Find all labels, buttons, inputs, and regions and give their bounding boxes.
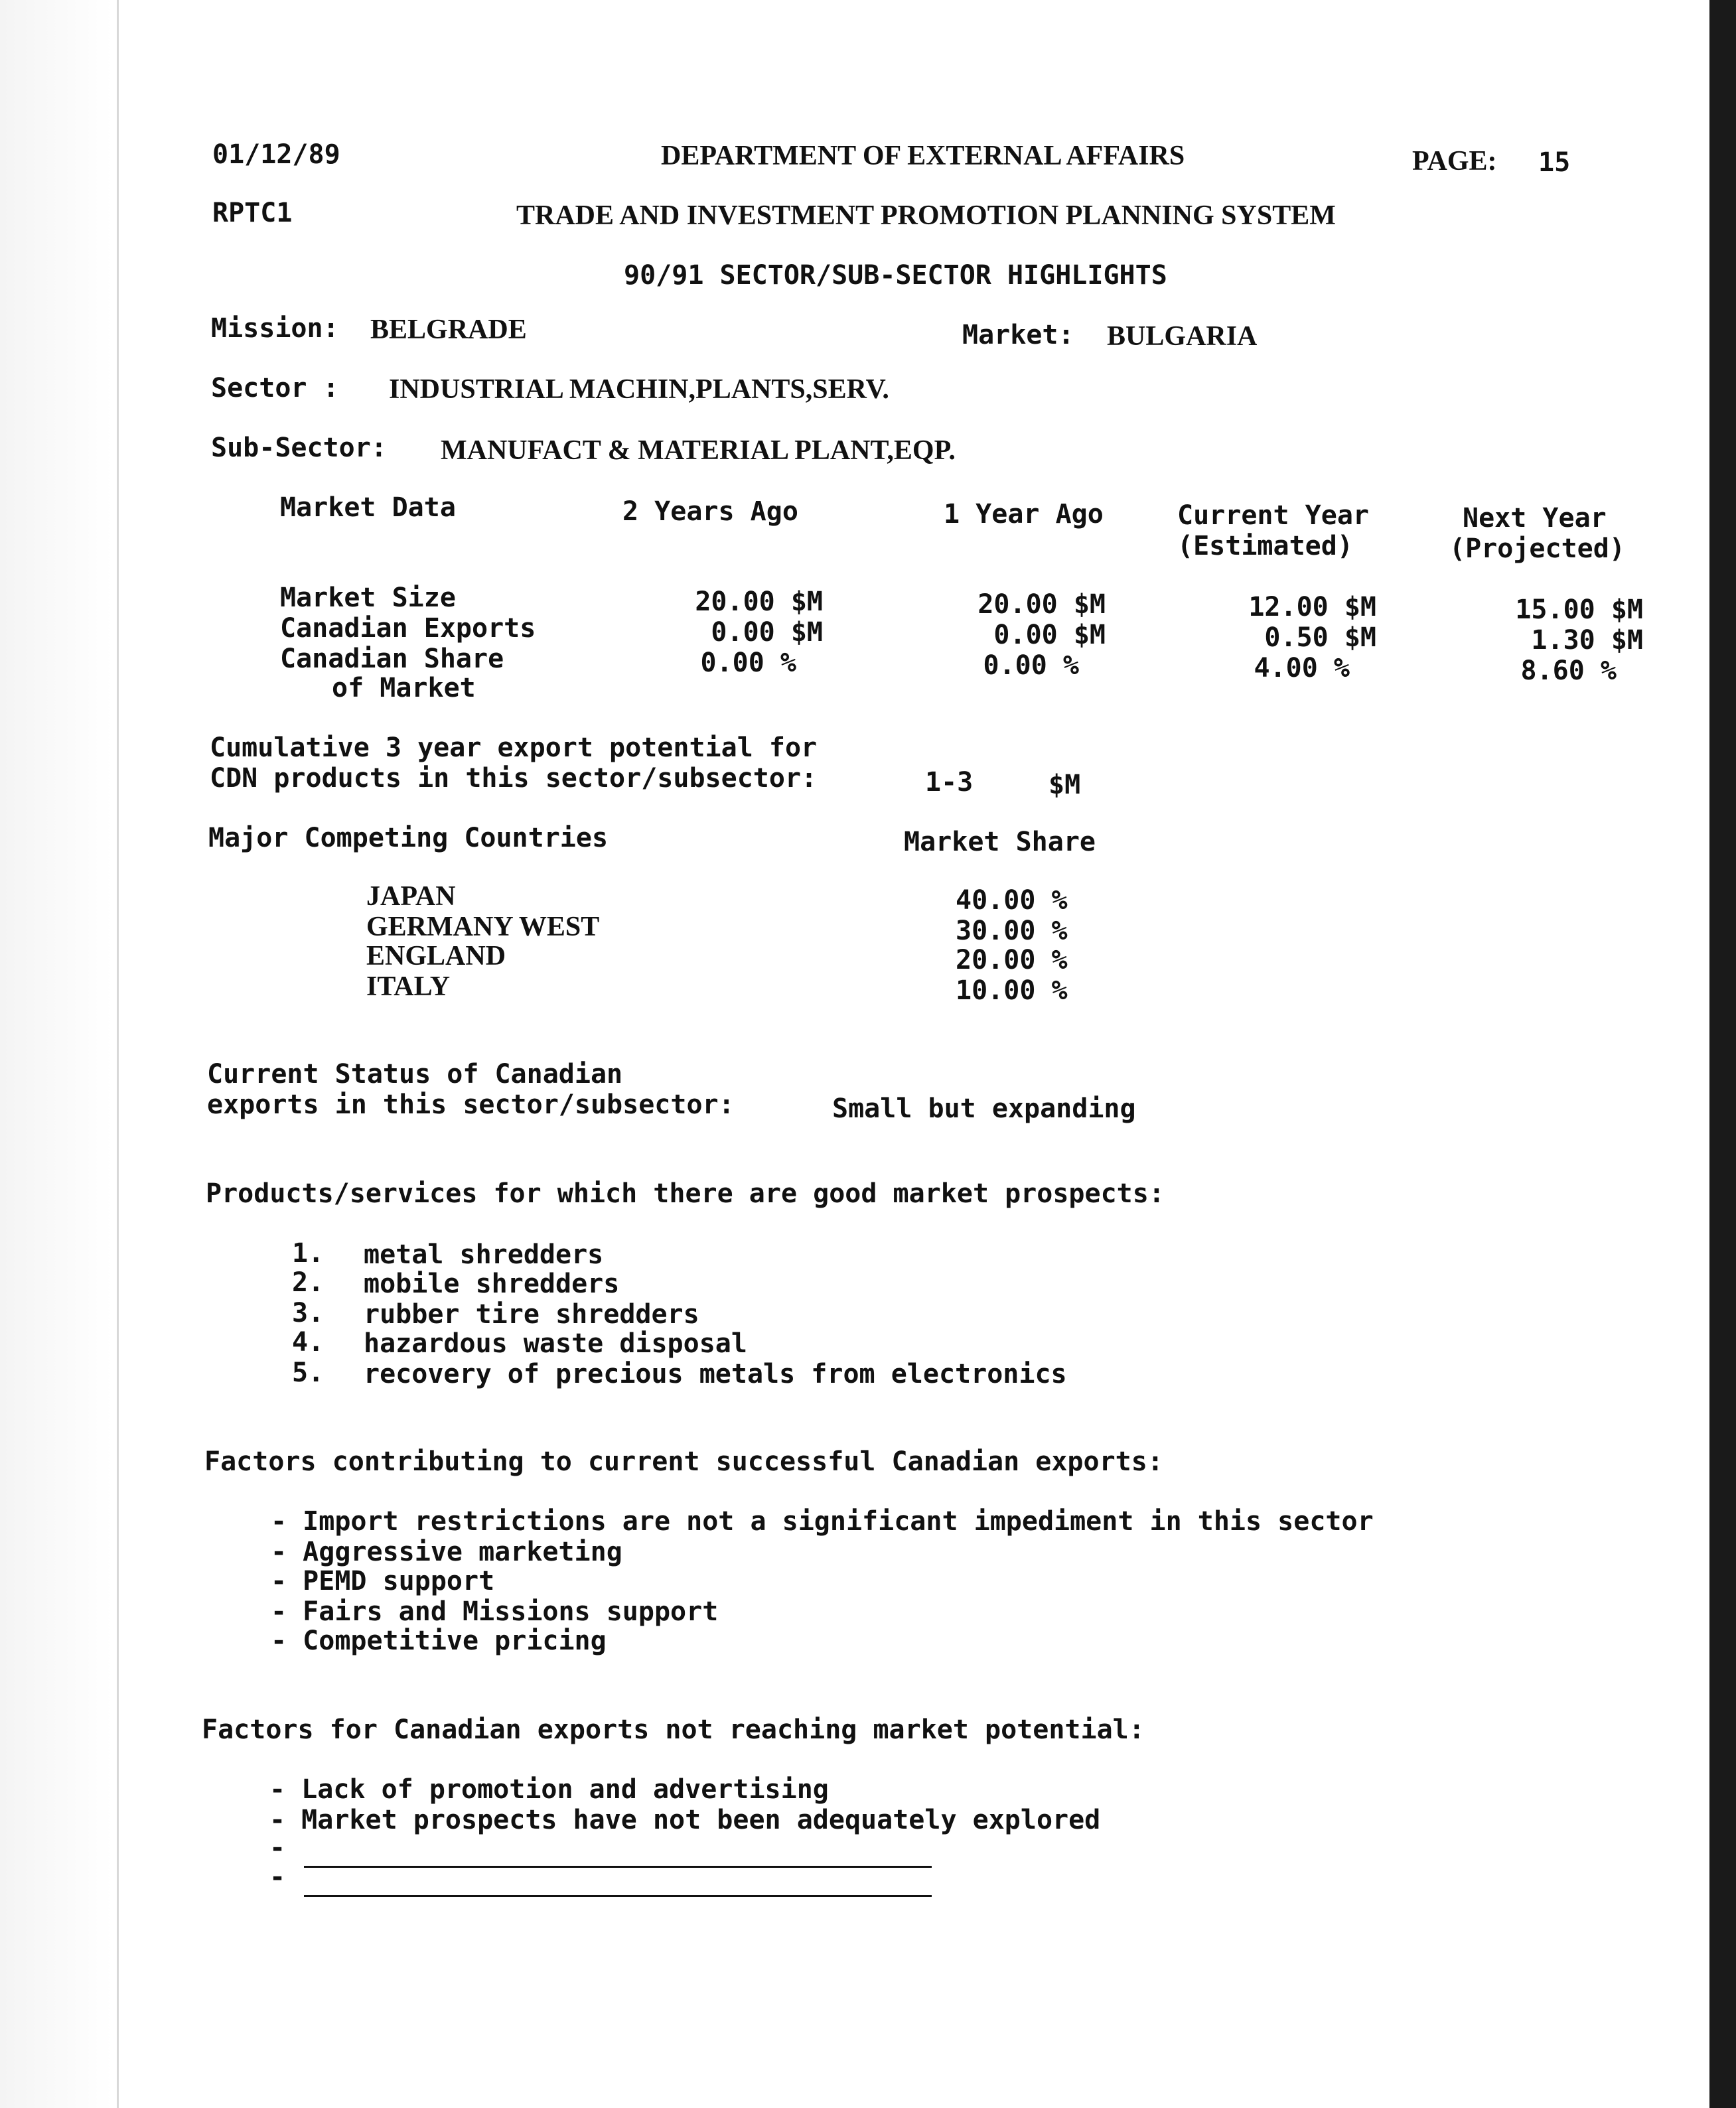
page-number: 15: [1538, 147, 1571, 178]
sector-label: Sector :: [211, 373, 339, 403]
report-date: 01/12/89: [212, 139, 340, 170]
success-factors-heading: Factors contributing to current successful Canadian exports:: [204, 1446, 1163, 1477]
market-size-2y: 20.00 $M: [695, 587, 823, 617]
canadian-exports-1y: 0.00 $M: [993, 620, 1106, 650]
scan-left-edge-line: [117, 0, 119, 2108]
canadian-share-2y: 0.00 %: [700, 648, 796, 678]
market-share-heading: Market Share: [904, 827, 1096, 857]
scan-right-edge: [1709, 0, 1736, 2108]
competitor-share: 20.00 %: [956, 945, 1068, 975]
prospect-item: recovery of precious metals from electronics: [364, 1359, 1067, 1389]
table-header-2-years-ago: 2 Years Ago: [622, 496, 798, 527]
canadian-exports-current: 0.50 $M: [1264, 622, 1376, 653]
row-label-market-size: Market Size: [280, 583, 456, 613]
status-value: Small but expanding: [832, 1093, 1136, 1124]
table-header-next-year: Next Year: [1463, 503, 1607, 533]
subsector-value: MANUFACT & MATERIAL PLANT,EQP.: [441, 435, 956, 466]
prospect-number: 3.: [292, 1298, 325, 1328]
status-line-2: exports in this sector/subsector:: [207, 1089, 735, 1120]
shortfall-factor-blank: -: [269, 1862, 286, 1892]
competitor-country: ENGLAND: [366, 941, 506, 971]
table-header-current-year: Current Year: [1177, 500, 1369, 531]
success-factor: - Import restrictions are not a significant impediment in this sector: [271, 1506, 1374, 1537]
potential-range: 1-3: [925, 767, 974, 798]
potential-line-1: Cumulative 3 year export potential for: [210, 733, 818, 763]
report-code: RPTC1: [212, 198, 293, 228]
competitor-country: JAPAN: [366, 881, 456, 912]
market-label: Market:: [962, 320, 1074, 350]
report-subtitle: 90/91 SECTOR/SUB-SECTOR HIGHLIGHTS: [624, 260, 1167, 291]
table-header-estimated: (Estimated): [1177, 531, 1353, 561]
competitor-share: 30.00 %: [956, 916, 1068, 946]
prospect-number: 1.: [292, 1238, 325, 1269]
potential-unit: $M: [1049, 770, 1081, 800]
mission-label: Mission:: [211, 313, 339, 344]
prospect-number: 4.: [292, 1327, 325, 1358]
market-size-next: 15.00 $M: [1515, 595, 1643, 625]
shortfall-factor: - Lack of promotion and advertising: [269, 1774, 829, 1805]
success-factor: - PEMD support: [271, 1566, 495, 1596]
row-label-canadian-share: Canadian Share: [280, 644, 504, 674]
canadian-exports-2y: 0.00 $M: [711, 617, 823, 648]
table-header-1-year-ago: 1 Year Ago: [944, 499, 1104, 529]
competitor-share: 10.00 %: [956, 975, 1068, 1006]
subsector-label: Sub-Sector:: [211, 433, 387, 463]
table-header-label: Market Data: [280, 492, 456, 523]
prospect-item: rubber tire shredders: [364, 1299, 699, 1330]
blank-answer-line: [304, 1866, 932, 1868]
canadian-share-1y: 0.00 %: [983, 650, 1079, 681]
canadian-share-next: 8.60 %: [1520, 656, 1617, 686]
potential-line-2: CDN products in this sector/subsector:: [210, 763, 818, 794]
competitor-country: GERMANY WEST: [366, 912, 600, 942]
prospect-number: 5.: [292, 1358, 325, 1388]
status-line-1: Current Status of Canadian: [207, 1059, 623, 1089]
success-factor: - Fairs and Missions support: [271, 1596, 719, 1627]
table-header-projected: (Projected): [1449, 533, 1625, 564]
prospect-item: metal shredders: [364, 1239, 604, 1270]
blank-answer-line: [304, 1895, 932, 1897]
canadian-exports-next: 1.30 $M: [1531, 625, 1643, 656]
page-label: PAGE:: [1412, 146, 1497, 176]
competitor-share: 40.00 %: [956, 885, 1068, 916]
market-size-1y: 20.00 $M: [977, 589, 1106, 620]
competitor-country: ITALY: [366, 971, 451, 1002]
row-label-of-market: of Market: [332, 673, 476, 703]
prospect-number: 2.: [292, 1267, 325, 1298]
canadian-share-current: 4.00 %: [1254, 653, 1350, 683]
scan-left-margin: [0, 0, 126, 2108]
shortfall-factors-heading: Factors for Canadian exports not reaching market potential:: [202, 1715, 1145, 1745]
department-title: DEPARTMENT OF EXTERNAL AFFAIRS: [661, 141, 1185, 171]
competitors-heading: Major Competing Countries: [208, 823, 609, 853]
shortfall-factor: - Market prospects have not been adequately explored: [269, 1805, 1101, 1835]
mission-value: BELGRADE: [370, 315, 527, 345]
prospect-item: mobile shredders: [364, 1269, 620, 1299]
system-title: TRADE AND INVESTMENT PROMOTION PLANNING SYSTEM: [516, 200, 1336, 231]
sector-value: INDUSTRIAL MACHIN,PLANTS,SERV.: [389, 374, 889, 405]
success-factor: - Aggressive marketing: [271, 1537, 622, 1567]
row-label-canadian-exports: Canadian Exports: [280, 613, 536, 644]
success-factor: - Competitive pricing: [271, 1626, 607, 1656]
shortfall-factor-blank: -: [269, 1833, 286, 1863]
market-value: BULGARIA: [1107, 321, 1258, 352]
prospects-heading: Products/services for which there are good market prospects:: [206, 1178, 1165, 1209]
market-size-current: 12.00 $M: [1248, 592, 1376, 622]
prospect-item: hazardous waste disposal: [364, 1328, 747, 1359]
